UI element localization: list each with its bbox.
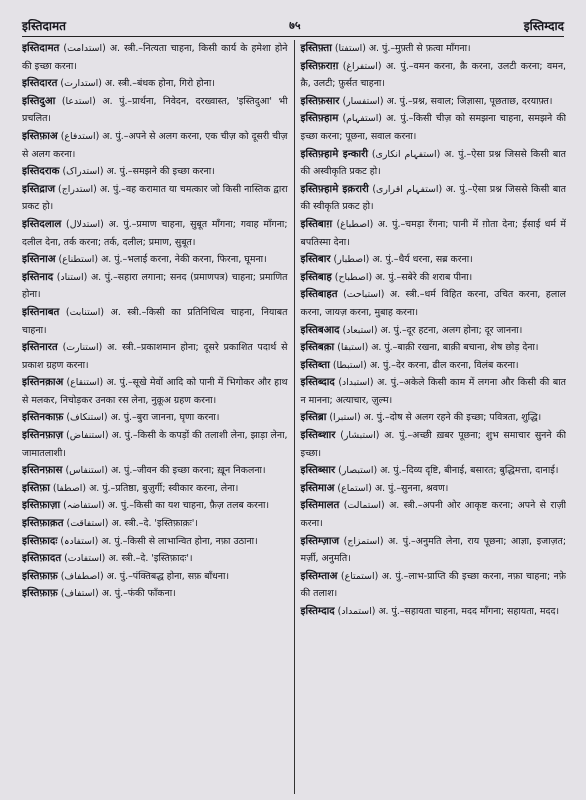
headword: इस्तिदामत bbox=[22, 43, 60, 54]
headword: इस्तिफ़ादः bbox=[22, 535, 58, 547]
definition: अ. पुं.–जीवन की इच्छा करना; ख़ून निकलना। bbox=[110, 465, 266, 477]
dictionary-entry bbox=[301, 427, 567, 462]
dictionary-entry bbox=[301, 146, 567, 181]
definition: अ. पुं.–अच्छी ख़बर पूछना; शुभ समाचार सुनने की इच्छा। bbox=[300, 430, 566, 459]
headword: इस्तिम्ताअ bbox=[300, 570, 338, 582]
dictionary-entry bbox=[301, 110, 567, 145]
dictionary-entry bbox=[301, 533, 567, 568]
dictionary-entry bbox=[22, 128, 288, 163]
definition: अ. पुं.–भलाई करना, नेकी करना, फिरना, घूमना। bbox=[101, 254, 267, 266]
urdu-spelling: (استنکاف) bbox=[66, 412, 108, 424]
urdu-spelling: (استنابت) bbox=[65, 306, 105, 318]
headword: इस्तिब्शार bbox=[300, 430, 336, 442]
headword: इस्तिब्ता bbox=[300, 359, 330, 371]
headword: इस्तिनक़ाअ bbox=[22, 377, 64, 389]
dictionary-entry bbox=[301, 40, 567, 58]
definition: अ. पुं.–मुफ़्ती से फ़त्वा माँगना। bbox=[368, 43, 471, 54]
urdu-spelling: (استفتا) bbox=[334, 43, 366, 54]
dictionary-entry bbox=[301, 181, 567, 216]
definition: अ. स्त्री.–बंधक होना, गिरो होना। bbox=[104, 78, 215, 90]
definition: अ. पुं.–प्रश्न, सवाल; जिज्ञासा, पूछताछ, दरयाफ़्त। bbox=[386, 95, 553, 107]
definition: अ. पुं.–फंकी फाँकना। bbox=[101, 588, 176, 600]
headword: इस्तिदुआ bbox=[22, 95, 56, 107]
headword: इस्तिफ़ाक़त bbox=[22, 518, 64, 530]
dictionary-entry bbox=[22, 515, 288, 533]
dictionary-entry bbox=[301, 322, 567, 340]
urdu-spelling: (اصطباح) bbox=[334, 271, 373, 283]
dictionary-entry bbox=[22, 163, 288, 181]
header-left-guideword: इस्तिदामत bbox=[22, 18, 67, 33]
definition: अ. पुं.–धैर्य धरना, सब्र करना। bbox=[372, 254, 473, 266]
headword: इस्तिफ़ाज़ा bbox=[22, 500, 61, 512]
definition: अ. स्त्री.–धर्म विहित करना, उचित करना, हलाल करना, जायज़ करना, मुबाह करना। bbox=[300, 289, 566, 318]
dictionary-entry bbox=[301, 568, 567, 603]
dictionary-entry bbox=[22, 40, 288, 75]
definition: अ. स्त्री.–अपनी ओर आकृष्ट करना; अपने से राज़ी करना। bbox=[300, 500, 566, 530]
dictionary-entry bbox=[301, 497, 567, 532]
urdu-spelling: (استبداد) bbox=[338, 377, 374, 389]
headword: इस्तिफ़राग़ bbox=[300, 60, 339, 72]
urdu-spelling: (استدامت) bbox=[63, 43, 106, 54]
dictionary-entry bbox=[22, 93, 288, 128]
urdu-spelling: (استنقاع) bbox=[66, 377, 104, 389]
urdu-spelling: (استفہام) bbox=[342, 113, 382, 125]
dictionary-entry bbox=[301, 603, 567, 621]
dictionary-entry bbox=[22, 374, 288, 409]
definition: अ. पुं.–समझने की इच्छा करना। bbox=[106, 166, 215, 178]
dictionary-entry bbox=[301, 462, 567, 480]
urdu-spelling: (استناد) bbox=[56, 271, 88, 283]
headword: इस्तिदारत bbox=[22, 78, 58, 90]
dictionary-entry bbox=[22, 427, 288, 462]
definition: अ. पुं.–बुरा जानना, घृणा करना। bbox=[110, 412, 220, 424]
dictionary-entry bbox=[22, 568, 288, 586]
urdu-spelling: (اصطبار) bbox=[333, 254, 370, 266]
definition: अ. पुं.–दूर हटना, अलग होना; दूर जानना। bbox=[380, 324, 523, 336]
headword: इस्तिबाह bbox=[300, 271, 332, 283]
urdu-spelling: (استفادت) bbox=[64, 553, 106, 565]
dictionary-entry bbox=[22, 462, 288, 480]
urdu-spelling: (استدراک) bbox=[62, 166, 104, 178]
definition: अ. पुं.–बाक़ी रखना, बाक़ी बचाना, शेष छोड़ देना। bbox=[371, 342, 539, 354]
urdu-spelling: (استدلال) bbox=[66, 218, 104, 230]
header-right-guideword: इस्तिम्दाद bbox=[523, 18, 564, 33]
urdu-spelling: (استطناع) bbox=[58, 254, 99, 266]
headword: इस्तिनकाफ़ bbox=[22, 412, 64, 424]
dictionary-entry bbox=[301, 409, 567, 427]
dictionary-entry bbox=[22, 585, 288, 603]
dictionary-entry bbox=[301, 480, 567, 498]
dictionary-entry bbox=[301, 216, 567, 251]
headword: इस्तिनारत bbox=[22, 342, 58, 354]
headword: इस्तिबआद bbox=[300, 324, 340, 336]
definition: अ. पुं.–सुनना, श्रवण। bbox=[374, 482, 449, 494]
headword: इस्तिदराक bbox=[22, 166, 60, 178]
page-header bbox=[22, 14, 564, 37]
urdu-spelling: (استفسار) bbox=[342, 95, 384, 107]
urdu-spelling: (استبرا) bbox=[329, 412, 361, 424]
urdu-spelling: (اصطفا) bbox=[52, 482, 87, 494]
urdu-spelling: (استبعاد) bbox=[342, 324, 378, 336]
dictionary-entry bbox=[22, 497, 288, 515]
page-number: ७५ bbox=[289, 18, 301, 32]
definition: अ. पुं.–दिव्य दृष्टि, बीनाई, बसारत; बुद्धिमत्ता, दानाई। bbox=[380, 465, 559, 477]
headword: इस्तिबाग़ bbox=[300, 218, 333, 230]
headword: इस्तिफ़ादत bbox=[22, 553, 62, 565]
urdu-spelling: (استدراج) bbox=[58, 183, 97, 195]
definition: अ. पुं.–किसी का यश चाहना, फ़ैज़ तलब करना। bbox=[107, 500, 270, 512]
definition: अ. पुं.–सहायता चाहना, मदद माँगना; सहायता, मदद। bbox=[378, 606, 560, 617]
dictionary-entry bbox=[22, 480, 288, 498]
urdu-spelling: (استبصار) bbox=[338, 465, 378, 477]
urdu-spelling: (استنفاس) bbox=[65, 465, 108, 477]
definition: अ. पुं.–अकेले किसी काम में लगना और किसी की बात न मानना; अत्याचार, ज़ुल्म। bbox=[300, 377, 566, 406]
headword: इस्तिनाद bbox=[22, 271, 54, 283]
definition: अ. स्त्री.–प्रकाशमान होना; दूसरे प्रकाशित पदार्थ से प्रकाश ग्रहण करना। bbox=[22, 342, 288, 371]
dictionary-entry bbox=[301, 286, 567, 321]
headword: इस्तिफ़ाअ bbox=[22, 130, 58, 142]
headword: इस्तिमाअ bbox=[300, 482, 335, 494]
headword: इस्तिब्सार bbox=[300, 465, 336, 477]
urdu-spelling: (استباحت) bbox=[343, 289, 385, 301]
definition: अ. पुं.–वह करामात या चमत्कार जो किसी नास्तिक द्वारा प्रकट हो। bbox=[22, 183, 288, 213]
definition: अ. स्त्री.–किसी का प्रतिनिधित्व चाहना, नियाबत चाहना। bbox=[22, 306, 288, 336]
headword: इस्तिनफ़ाज़ bbox=[22, 430, 64, 442]
headword: इस्तिबक़ा bbox=[300, 342, 335, 354]
headword: इस्तिदलाल bbox=[22, 218, 62, 230]
definition: अ. पुं.–ऐसा प्रश्न जिससे किसी बात की अस्वीकृति प्रकट हो। bbox=[300, 148, 566, 178]
urdu-spelling: (اصطفاف) bbox=[60, 570, 104, 582]
dictionary-entry bbox=[22, 216, 288, 251]
urdu-spelling: (استبطا) bbox=[332, 359, 367, 371]
dictionary-entry bbox=[301, 374, 567, 409]
dictionary-entry bbox=[22, 339, 288, 374]
dictionary-entry bbox=[22, 251, 288, 269]
definition: अ. पुं.–दोष से अलग रहने की इच्छा; पवित्रता, शुद्धि। bbox=[363, 412, 542, 424]
dictionary-entry bbox=[22, 550, 288, 568]
definition: अ. पुं.–सहारा लगाना; सनद (प्रमाणपत्र) चाहना; प्रमाणित होना। bbox=[22, 271, 288, 301]
headword: इस्तिफ़ाफ़ bbox=[22, 570, 58, 582]
urdu-spelling: (استمداد) bbox=[337, 606, 376, 617]
definition: अ. पुं.–किसी चीज़ को समझना चाहना, समझने की इच्छा करना; पूछना, सवाल करना। bbox=[300, 113, 566, 142]
definition: अ. पुं.–ऐसा प्रश्न जिससे किसी बात की स्वीकृति प्रकट हो। bbox=[300, 183, 566, 213]
headword: इस्तिनाअ bbox=[22, 254, 56, 266]
definition: अ. पुं.–सबेरे की शराब पीना। bbox=[375, 271, 473, 283]
left-column bbox=[22, 40, 295, 794]
headword: इस्तिमालत bbox=[300, 500, 340, 512]
dictionary-entry bbox=[22, 409, 288, 427]
definition: अ. पुं.–वमन करना, क़ै करना, उलटी करना; वमन, क़ै, उलटी; फ़ुर्सत चाहना। bbox=[300, 60, 566, 90]
headword: इस्तिबार bbox=[300, 254, 331, 266]
dictionary-entry bbox=[22, 75, 288, 93]
urdu-spelling: (استدعا) bbox=[61, 95, 96, 107]
urdu-spelling: (استفاقت) bbox=[66, 518, 109, 530]
dictionary-entry bbox=[22, 181, 288, 216]
urdu-spelling: (استفاضہ) bbox=[63, 500, 105, 512]
urdu-spelling: (استدفاع) bbox=[60, 130, 100, 142]
headword: इस्तिद्राज bbox=[22, 183, 56, 195]
headword: इस्तिबाहत bbox=[300, 289, 338, 301]
definition: अ. पुं.–प्रतिष्ठा, बुज़ुर्गी; स्वीकार करना, लेना। bbox=[89, 482, 239, 494]
headword: इस्तिब्दाद bbox=[300, 377, 335, 389]
urdu-spelling: (استفادہ) bbox=[60, 535, 99, 547]
urdu-spelling: (استنفاض) bbox=[66, 430, 109, 442]
urdu-spelling: (استفاف) bbox=[60, 588, 99, 600]
headword: इस्तिम्दाद bbox=[300, 606, 335, 617]
definition: अ. पुं.–चमड़ा रँगना; पानी में ग़ोता देना; ईसाई धर्म में बपतिस्मा देना। bbox=[300, 218, 566, 248]
headword: इस्तिफ़सार bbox=[300, 95, 340, 107]
definition: अ. पुं.–किसी से लाभान्वित होना, नफ़ा उठाना। bbox=[101, 535, 258, 547]
headword: इस्तिनाबत bbox=[22, 306, 60, 318]
dictionary-entry bbox=[301, 339, 567, 357]
urdu-spelling: (استفراغ) bbox=[342, 60, 382, 72]
definition: अ. पुं.–देर करना, ढील करना, विलंब करना। bbox=[369, 359, 519, 371]
definition: अ. स्त्री.–दे. 'इस्तिफ़ाक़ः'। bbox=[111, 518, 198, 530]
dictionary-entry bbox=[22, 269, 288, 304]
urdu-spelling: (اصطباغ) bbox=[336, 218, 374, 230]
headword: इस्तिफ़ा bbox=[22, 482, 50, 494]
urdu-spelling: (استمزاج) bbox=[343, 535, 384, 547]
headword: इस्तिब्रा bbox=[300, 412, 327, 424]
dictionary-entry bbox=[301, 58, 567, 93]
definition: अ. स्त्री.–दे. 'इस्तिफ़ादः'। bbox=[108, 553, 193, 565]
definition: अ. पुं.–अनुमति लेना, राय पूछना; आज्ञा, इजाज़त; मर्ज़ी, अनुमति। bbox=[300, 535, 566, 565]
definition: अ. पुं.–प्रमाण चाहना, सुबूत माँगना; गवाह माँगना; दलील देना, तर्क करना; तर्क, दलील; प्रमाण, सुबूत। bbox=[22, 218, 288, 248]
urdu-spelling: (استفہام اقراری) bbox=[372, 183, 443, 195]
urdu-spelling: (استفہام انکاری) bbox=[371, 148, 441, 160]
headword: इस्तिफ़्हामे इक़रारी bbox=[300, 183, 369, 195]
definition: अ. पुं.–पंक्तिबद्ध होना, सफ़ बाँधना। bbox=[106, 570, 229, 582]
columns bbox=[22, 40, 566, 794]
dictionary-entry bbox=[301, 93, 567, 111]
right-column bbox=[295, 40, 567, 794]
definition: अ. पुं.–अपने से अलग करना, एक चीज़ को दूसरी चीज़ से अलग करना। bbox=[22, 130, 288, 160]
definition: अ. स्त्री.–नित्यता चाहना, किसी कार्य के हमेशा होने की इच्छा करना। bbox=[22, 43, 288, 72]
urdu-spelling: (استنارت) bbox=[62, 342, 103, 354]
dictionary-entry bbox=[22, 304, 288, 339]
definition: अ. पुं.–सूखे मेवों आदि को पानी में भिगोकर और हाथ से मलकर, निचोड़कर उनका रस लेना, नुक़ूअ ग्रहण करना। bbox=[22, 377, 288, 406]
headword: इस्तिफ़्हाम bbox=[300, 113, 339, 125]
headword: इस्तिनफ़ास bbox=[22, 465, 63, 477]
dictionary-entry bbox=[301, 357, 567, 375]
dictionary-entry bbox=[301, 269, 567, 287]
urdu-spelling: (استبشار) bbox=[340, 430, 380, 442]
dictionary-entry bbox=[301, 251, 567, 269]
headword: इस्तिफ़्ता bbox=[300, 43, 332, 54]
urdu-spelling: (استمالت) bbox=[343, 500, 385, 512]
definition: अ. पुं.–किसी के कपड़ों की तलाशी लेना, झाड़ा लेना, जामातलाशी। bbox=[22, 430, 288, 459]
definition: अ. पुं.–लाभ-प्राप्ति की इच्छा करना, नफ़ा चाहना; नफ़े की तलाश। bbox=[300, 570, 566, 600]
dictionary-entry bbox=[22, 533, 288, 551]
urdu-spelling: (استماع) bbox=[337, 482, 372, 494]
urdu-spelling: (استمتاع) bbox=[340, 570, 379, 582]
urdu-spelling: (استدارت) bbox=[60, 78, 102, 90]
headword: इस्तिफ़्हामे इन्कारी bbox=[300, 148, 368, 160]
headword: इस्तिफ़ाफ़ bbox=[22, 588, 58, 600]
headword: इस्तिम्ज़ाज bbox=[300, 535, 340, 547]
urdu-spelling: (استبقا) bbox=[337, 342, 369, 354]
definition: अ. पुं.–प्रार्थना, निवेदन, दरख्वास्त, 'इस्तिदुआ' भी प्रचलित। bbox=[22, 95, 288, 125]
